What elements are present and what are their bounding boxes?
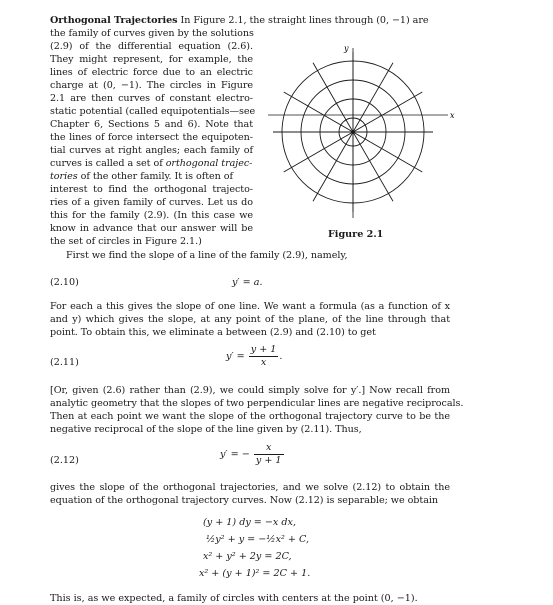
intro-line-12: tories of the other family. It is often of — [50, 171, 234, 182]
eq-2-10: y′ = a. — [232, 277, 263, 288]
para-gives-line-0: gives the slope of the orthogonal trajectories, and we solve (2.12) to obtain the — [50, 482, 450, 493]
intro-line-4: lines of electric force due to an electric — [50, 67, 253, 78]
orth-traj-italic: orthogonal trajec- — [165, 158, 253, 169]
intro-line-9: the lines of force intersect the equipoten- — [50, 132, 253, 143]
para-each-line-2: point. To obtain this, we eliminate a between (2.9) and (2.10) to get — [50, 327, 376, 338]
intro-line-7: static potential (called equipotentials—see — [50, 106, 256, 117]
y-axis-label: y — [344, 44, 349, 53]
solution-line-0: (y + 1) dy = −x dx, — [203, 517, 296, 528]
solution-line-2: x² + y² + 2y = 2C, — [203, 551, 292, 562]
para-first: First we find the slope of a line of the family (2.9), namely, — [66, 250, 348, 261]
solution-line-1: ½y² + y = −½x² + C, — [206, 534, 310, 545]
intro-line-0: Orthogonal Trajectories In Figure 2.1, the straight lines through (0, −1) are — [50, 15, 429, 26]
intro-line-17: know in advance that our answer will be — [50, 223, 253, 234]
para-each-line-1: and y) which gives the slope, at any point of the plane, of the line through that — [50, 314, 450, 325]
intro-line-10: tial curves at right angles; each family of — [50, 145, 253, 156]
eq-2-12-number: (2.12) — [50, 455, 79, 466]
intro-line-15: ries of a given family of curves. Let us do — [50, 197, 253, 208]
intro-line-11: curves is called a set of orthogonal trajec- — [50, 158, 253, 169]
intro-line-8: Chapter 6, Sections 5 and 6). Note that — [50, 119, 253, 130]
intro-line-5: charge at (0, −1). The circles in Figure — [50, 80, 253, 91]
x-axis-label: x — [450, 111, 455, 120]
intro-line-18: the set of circles in Figure 2.1.) — [50, 236, 202, 247]
cutoff-line: This is, as we expected, a family of circles with centers at the point (0, −1). — [50, 593, 418, 604]
intro-line-16: this for the family (2.9). (In this case we — [50, 210, 253, 221]
para-each-line-0: For each a this gives the slope of one line. We want a formula (as a function of x — [50, 301, 450, 312]
eq-2-11-number: (2.11) — [50, 357, 79, 368]
intro-line-1: the family of curves given by the solutions — [50, 28, 254, 39]
figure-diagram — [260, 38, 480, 258]
para-or-line-2: Then at each point we want the slope of the orthogonal trajectory curve to be the — [50, 411, 450, 422]
eq-2-11: y′ = $\frac{y + 1}{x}$ . — [226, 344, 283, 368]
solution-line-3: x² + (y + 1)² = 2C + 1. — [199, 568, 311, 579]
figure-caption: Figure 2.1 — [328, 229, 384, 240]
section-title: Orthogonal Trajectories — [50, 15, 178, 26]
para-gives-line-1: equation of the orthogonal trajectory curves. Now (2.12) is separable; we obtain — [50, 495, 439, 506]
intro-line-2: (2.9) of the differential equation (2.6). — [50, 41, 253, 52]
intro-line-14: interest to find the orthogonal trajecto- — [50, 184, 253, 195]
para-or-line-1: analytic geometry that the slopes of two perpendicular lines are negative reciprocals. — [50, 398, 464, 409]
para-or-line-0: [Or, given (2.6) rather than (2.9), we could simply solve for y′.] Now recall from — [50, 385, 450, 396]
intro-line-6: 2.1 are then curves of constant electro- — [50, 93, 253, 104]
figure-2-1 — [260, 38, 480, 258]
eq-2-11-fraction: $\frac{y + 1}{x}$ — [250, 344, 277, 368]
intro-line-3: They might represent, for example, the — [50, 54, 253, 65]
eq-2-10-number: (2.10) — [50, 277, 79, 288]
eq-2-12: y′ = − $\frac{x}{y + 1}$ — [220, 442, 282, 466]
para-or-line-3: negative reciprocal of the slope of the line given by (2.11). Thus, — [50, 424, 362, 435]
eq-2-12-fraction: $\frac{x}{y + 1}$ — [255, 442, 282, 466]
